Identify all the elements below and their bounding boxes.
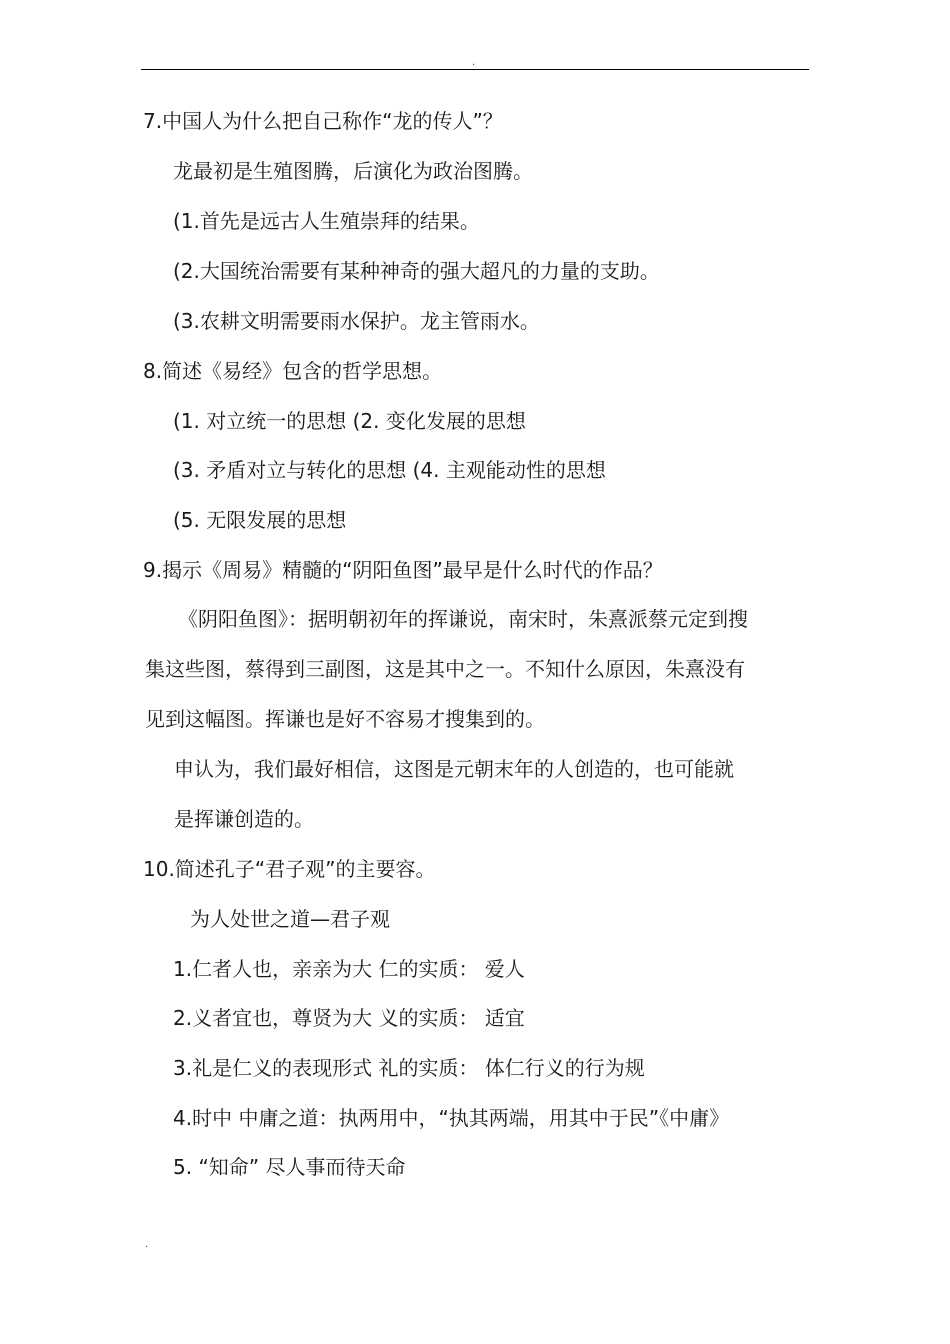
footer-dot: . [145,1239,149,1250]
q10-question: 10.简述孔子“君子观”的主要容。 [143,857,436,881]
q10-point-5: 5. “知命” 尽人事而待天命 [173,1155,406,1179]
q8-point-line-1: (1. 对立统一的思想 (2. 变化发展的思想 [173,409,526,433]
q9-para1-line-2: 集这些图，蔡得到三副图，这是其中之一。不知什么原因，朱熹没有 [145,657,745,681]
header-dot: . [472,57,476,68]
q9-question: 9.揭示《周易》精髓的“阴阳鱼图”最早是什么时代的作品？ [143,558,663,582]
q9-para1-line-1: 《阴阳鱼图》：据明朝初年的挥谦说，南宋时，朱熹派蔡元定到搜 [178,607,748,631]
q8-point-line-3: (5. 无限发展的思想 [173,508,347,532]
q10-subtitle: 为人处世之道—君子观 [190,907,390,931]
q7-point-1: (1.首先是远古人生殖崇拜的结果。 [173,209,480,233]
q10-point-2: 2.义者宜也，尊贤为大 义的实质： 适宜 [173,1006,525,1030]
q8-point-line-2: (3. 矛盾对立与转化的思想 (4. 主观能动性的思想 [173,458,606,482]
q9-para2-line-1: 申认为，我们最好相信，这图是元朝末年的人创造的，也可能就 [174,757,734,781]
q7-answer-intro: 龙最初是生殖图腾，后演化为政治图腾。 [173,159,533,183]
q7-question: 7.中国人为什么把自己称作“龙的传人”？ [143,109,503,133]
header-rule [141,69,809,70]
q9-para1-line-3: 见到这幅图。挥谦也是好不容易才搜集到的。 [145,707,545,731]
q10-point-1: 1.仁者人也，亲亲为大 仁的实质： 爱人 [173,957,525,981]
q8-question: 8.简述《易经》包含的哲学思想。 [143,359,443,383]
q7-point-2: (2.大国统治需要有某种神奇的强大超凡的力量的支助。 [173,259,660,283]
q10-point-3: 3.礼是仁义的表现形式 礼的实质： 体仁行义的行为规 [173,1056,645,1080]
q7-point-3: (3.农耕文明需要雨水保护。龙主管雨水。 [173,309,540,333]
q9-para2-line-2: 是挥谦创造的。 [174,807,314,831]
q10-point-4: 4.时中 中庸之道：执两用中，“执其两端，用其中于民”《中庸》 [173,1106,730,1130]
